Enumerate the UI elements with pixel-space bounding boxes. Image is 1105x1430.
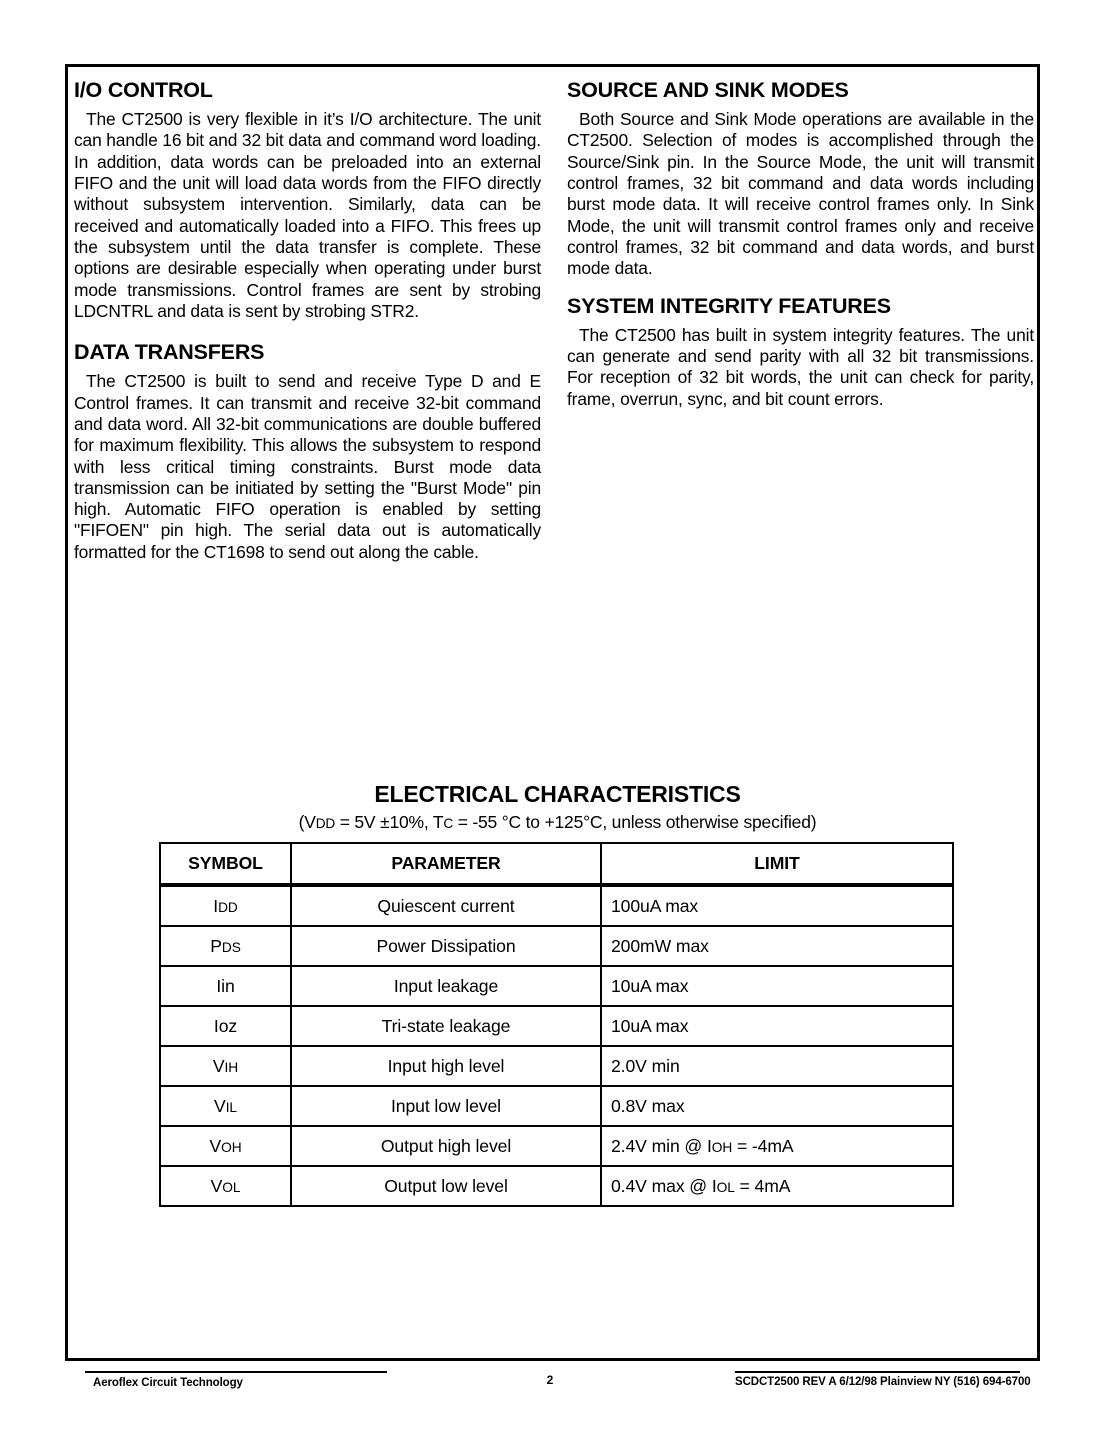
cell-limit bbox=[601, 1166, 953, 1206]
conditions-part-2: = 5V ±10%, T bbox=[335, 812, 444, 832]
symbol-main: Iin bbox=[216, 975, 235, 996]
two-column-text-region bbox=[74, 78, 1041, 678]
table-row bbox=[160, 885, 953, 926]
right-column bbox=[567, 78, 1034, 410]
footer-page-number: 2 bbox=[546, 1373, 554, 1387]
cell-parameter: Tri-state leakage bbox=[291, 1006, 601, 1046]
symbol-main: V bbox=[209, 1135, 222, 1156]
cell-symbol bbox=[160, 1006, 291, 1046]
cell-parameter: Input low level bbox=[291, 1086, 601, 1126]
cell-symbol bbox=[160, 1166, 291, 1206]
cell-limit bbox=[601, 966, 953, 1006]
paragraph-system-integrity-features: The CT2500 has built in system integrity features. The unit can generate and send parity with all 32 bit transmissions. For reception of 32 bit words, the unit can check for parity, frame, overrun, sync, and bit count errors. bbox=[567, 324, 1034, 409]
cell-limit bbox=[601, 1086, 953, 1126]
cell-limit bbox=[601, 1046, 953, 1086]
cell-parameter: Power Dissipation bbox=[291, 926, 601, 966]
limit-main: 2.4V min @ I bbox=[611, 1135, 712, 1156]
cell-symbol bbox=[160, 1086, 291, 1126]
footer-doc-reference: SCDCT2500 REV A 6/12/98 Plainview NY (516) 694-6700 bbox=[735, 1376, 1031, 1388]
footer-reference-block bbox=[735, 1371, 1031, 1388]
paragraph-data-transfers: The CT2500 is built to send and receive Type D and E Control frames. It can transmit and receive 32-bit command and data word. All 32-bit communications are double buffered for maximum flexibility. This allows the subsystem to respond with less critical timing constraints. Burst mode data transmission can be initiated by setting the "Burst Mode" pin high. Automatic FIFO operation is enabled by setting "FIFOEN" pin high. The serial data out is automatically formatted for the CT1698 to send out along the cable. bbox=[74, 371, 541, 562]
limit-main: 100uA max bbox=[611, 895, 699, 916]
cell-symbol bbox=[160, 885, 291, 926]
footer-company-block bbox=[85, 1371, 387, 1389]
symbol-main: V bbox=[210, 1175, 223, 1196]
column-header-limit: LIMIT bbox=[601, 843, 953, 885]
symbol-main: V bbox=[212, 1055, 225, 1076]
symbol-subscript: OH bbox=[221, 1139, 242, 1155]
cell-parameter: Output low level bbox=[291, 1166, 601, 1206]
symbol-subscript: IH bbox=[224, 1059, 239, 1075]
page-content bbox=[74, 78, 1041, 1348]
table-row bbox=[160, 1006, 953, 1046]
limit-subscript: OL bbox=[716, 1179, 735, 1195]
cell-symbol bbox=[160, 1046, 291, 1086]
cell-symbol bbox=[160, 926, 291, 966]
table-row bbox=[160, 1166, 953, 1206]
electrical-characteristics-table bbox=[159, 842, 954, 1207]
conditions-subscript-vdd: DD bbox=[315, 816, 336, 831]
limit-main: 0.8V max bbox=[611, 1095, 685, 1116]
conditions-part-3: = -55 °C to +125°C, unless otherwise specified) bbox=[453, 812, 817, 832]
table-header bbox=[160, 843, 953, 885]
symbol-main: P bbox=[210, 935, 222, 956]
footer-company-name: Aeroflex Circuit Technology bbox=[93, 1377, 243, 1389]
heading-source-and-sink-modes: SOURCE AND SINK MODES bbox=[567, 78, 849, 102]
table-row bbox=[160, 1126, 953, 1166]
footer-rule-right bbox=[735, 1371, 1020, 1373]
cell-parameter: Input high level bbox=[291, 1046, 601, 1086]
limit-tail: = 4mA bbox=[734, 1175, 791, 1196]
cell-symbol bbox=[160, 1126, 291, 1166]
table-row bbox=[160, 1046, 953, 1086]
cell-limit bbox=[601, 1006, 953, 1046]
table-header-row bbox=[160, 843, 953, 885]
conditions-subscript-tc: C bbox=[443, 816, 454, 831]
limit-subscript: OH bbox=[711, 1139, 733, 1155]
limit-tail: = -4mA bbox=[732, 1135, 794, 1156]
table-row bbox=[160, 1086, 953, 1126]
cell-limit bbox=[601, 926, 953, 966]
cell-symbol bbox=[160, 966, 291, 1006]
column-header-parameter: PARAMETER bbox=[291, 843, 601, 885]
left-column bbox=[74, 78, 541, 563]
column-header-symbol: SYMBOL bbox=[160, 843, 291, 885]
conditions-part-1: (V bbox=[298, 812, 316, 832]
electrical-characteristics-title: ELECTRICAL CHARACTERISTICS bbox=[374, 781, 741, 807]
symbol-subscript: IL bbox=[225, 1099, 237, 1115]
cell-parameter: Output high level bbox=[291, 1126, 601, 1166]
symbol-main: V bbox=[214, 1095, 226, 1116]
table-row bbox=[160, 926, 953, 966]
table-row bbox=[160, 966, 953, 1006]
paragraph-io-control: The CT2500 is very flexible in it’s I/O architecture. The unit can handle 16 bit and 32 bit data and command word loading. In addition, data words can be preloaded into an external FIFO and the unit will load data words from the FIFO directly without subsystem intervention. Similarly, data can be received and automatically loaded into a FIFO. This frees up the subsystem until the data transfer is complete. These options are desirable especially when operating under burst mode transmissions. Control frames are sent by strobing LDCNTRL and data is sent by strobing STR2. bbox=[74, 109, 541, 321]
symbol-main: I bbox=[213, 895, 219, 916]
footer-rule-left bbox=[85, 1371, 387, 1373]
symbol-subscript: DS bbox=[221, 939, 241, 955]
cell-limit bbox=[601, 885, 953, 926]
limit-main: 10uA max bbox=[611, 975, 689, 996]
cell-limit bbox=[601, 1126, 953, 1166]
table-body bbox=[160, 885, 953, 1206]
limit-main: 200mW max bbox=[611, 935, 709, 956]
cell-parameter: Quiescent current bbox=[291, 885, 601, 926]
limit-main: 10uA max bbox=[611, 1015, 689, 1036]
symbol-main: Ioz bbox=[213, 1015, 238, 1036]
heading-system-integrity-features: SYSTEM INTEGRITY FEATURES bbox=[567, 293, 891, 318]
limit-main: 0.4V max @ I bbox=[611, 1175, 717, 1196]
heading-data-transfers: DATA TRANSFERS bbox=[74, 340, 265, 365]
paragraph-source-and-sink-modes: Both Source and Sink Mode operations are available in the CT2500. Selection of modes is accomplished through the Source/Sink pin. In the Source Mode, the unit will transmit control frames, 32 bit command and data words including burst mode data. It will receive control frames only. In Sink Mode, the unit will transmit control frames only and receive control frames, 32 bit command and data words, and burst mode data. bbox=[567, 109, 1034, 279]
page-footer bbox=[0, 1371, 1105, 1411]
cell-parameter: Input leakage bbox=[291, 966, 601, 1006]
symbol-subscript: OL bbox=[222, 1179, 241, 1195]
symbol-subscript: DD bbox=[218, 899, 238, 915]
limit-main: 2.0V min bbox=[611, 1055, 680, 1076]
heading-io-control: I/O CONTROL bbox=[74, 78, 213, 102]
electrical-characteristics-conditions bbox=[74, 812, 1041, 833]
electrical-characteristics-header bbox=[74, 781, 1041, 833]
